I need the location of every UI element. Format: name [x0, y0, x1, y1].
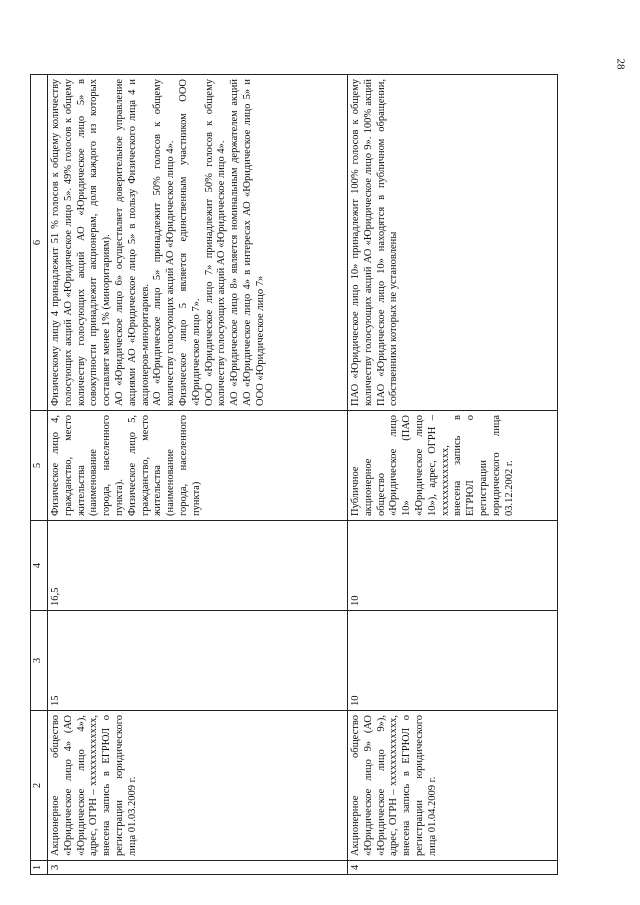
beneficiary-paragraph: Физическое лицо 4, гражданство, место жительства (наименование города, населенного пункта). — [50, 415, 125, 516]
table-row — [348, 75, 558, 875]
beneficiary-cell — [348, 411, 558, 521]
rotated-table-container — [30, 75, 556, 875]
ownership-paragraph: ООО «Юридическое лицо 7» принадлежит 50% голосов к общему количеству голосующих акций АО «Юридическое лицо 4». — [203, 79, 228, 406]
ownership-paragraph: Физическое лицо 5 является единственным участником ООО «Юридическое лицо 7». — [177, 79, 202, 406]
header-col-2: 2 — [31, 711, 48, 861]
ownership-paragraph: АО «Юридическое лицо 5» принадлежит 50% голосов к общему количеству голосующих акций АО «Юридическое лицо 4». — [152, 79, 177, 406]
ownership-paragraph: АО «Юридическое лицо 6» осуществляет доверительное управление акциями АО «Юридическое лицо 5» в пользу Физического лица 4 и акционеров-миноритариев. — [113, 79, 151, 406]
ownership-paragraph: ПАО «Юридическое лицо 10» принадлежит 100% голосов к общему количеству голосующих акций АО «Юридическое лицо 9». 100% акций ПАО «Юридическое лицо 10» находятся в публичном обращении, собственники которых не установлены — [350, 79, 400, 406]
ownership-paragraph: Физическому лицу 4 принадлежит 51 % голосов к общему количеству голосующих акций АО «Юридическое лицо 5». 49% голосов к общему количеству голосующих акций АО «Юридическое лицо 5» в совокупности принадлежит акционерам, доля каждого из которых составляет менее 1% (миноритариям). — [50, 79, 113, 406]
ownership-chain-cell — [348, 75, 558, 411]
header-col-1: 1 — [31, 861, 48, 875]
table-header-row — [31, 75, 48, 875]
document-table-area — [30, 75, 556, 875]
ownership-table — [30, 74, 558, 875]
table-row — [48, 75, 348, 875]
header-col-5: 5 — [31, 411, 48, 521]
ownership-paragraph: АО «Юридическое лицо 8» является номинальным держателем акций АО «Юридическое лицо 4» в интересах АО «Юридическое лицо 5» и ООО «Юридическое лицо 7» — [229, 79, 266, 406]
row-number: 4 — [348, 861, 558, 875]
beneficiary-paragraph: Физическое лицо 5, гражданство, место жительства (наименование города, населенного пункта) — [126, 415, 202, 516]
header-col-6: 6 — [31, 75, 48, 411]
row-number: 3 — [48, 861, 348, 875]
value-col-4: 10 — [348, 521, 558, 611]
beneficiary-paragraph: Публичное акционерное общество «Юридическое лицо 10» (ПАО «Юридическое лицо 10»), адрес, ОГРН – ххххххххххххх, внесена запись в ЕГРЮЛ о регистрации юридического лица 03.12.2002 г. — [350, 415, 515, 516]
header-col-4: 4 — [31, 521, 48, 611]
value-col-3: 15 — [48, 611, 348, 711]
page-number: 28 — [614, 58, 627, 70]
beneficiary-cell — [48, 411, 348, 521]
ownership-chain-cell — [48, 75, 348, 411]
company-description: Акционерное общество «Юридическое лицо 4» (АО «Юридическое лицо 4»), адрес, ОГРН – ххххххххххххх, внесена запись в ЕГРЮЛ о регистрации юридического лица 01.03.2009 г. — [48, 711, 348, 861]
company-description: Акционерное общество «Юридическое лицо 9» (АО «Юридическое лицо 9»), адрес, ОГРН – ххххххххххххх, внесена запись в ЕГРЮЛ о регистрации юридического лица 01.04.2009 г. — [348, 711, 558, 861]
header-col-3: 3 — [31, 611, 48, 711]
value-col-3: 10 — [348, 611, 558, 711]
value-col-4: 16,5 — [48, 521, 348, 611]
